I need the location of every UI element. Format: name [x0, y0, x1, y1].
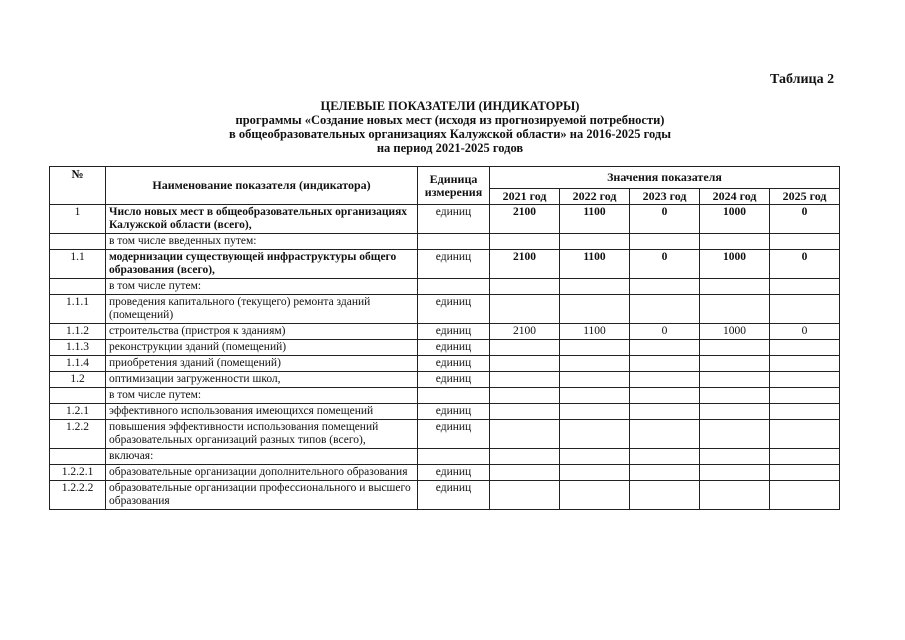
- value-cell: 0: [630, 250, 700, 279]
- value-cell: 1000: [700, 250, 770, 279]
- row-number: 1.2: [50, 372, 106, 388]
- value-cell: [700, 234, 770, 250]
- value-cell: [770, 404, 840, 420]
- value-cell: [560, 340, 630, 356]
- row-number: 1.1.4: [50, 356, 106, 372]
- indicator-name: приобретения зданий (помещений): [106, 356, 418, 372]
- value-cell: [490, 295, 560, 324]
- row-number: 1.2.1: [50, 404, 106, 420]
- indicator-name: реконструкции зданий (помещений): [106, 340, 418, 356]
- indicators-table: [49, 166, 840, 510]
- header-number: №: [50, 167, 106, 205]
- unit-cell: единиц: [418, 465, 490, 481]
- value-cell: 0: [770, 324, 840, 340]
- value-cell: [770, 356, 840, 372]
- table-row: [50, 234, 840, 250]
- indicator-name: Число новых мест в общеобразовательных организациях Калужской области (всего),: [106, 205, 418, 234]
- value-cell: [700, 372, 770, 388]
- value-cell: [560, 481, 630, 510]
- value-cell: [490, 356, 560, 372]
- indicator-name: включая:: [106, 449, 418, 465]
- value-cell: [700, 388, 770, 404]
- table-row: [50, 404, 840, 420]
- value-cell: [630, 465, 700, 481]
- value-cell: [490, 340, 560, 356]
- value-cell: [630, 420, 700, 449]
- value-cell: [560, 234, 630, 250]
- value-cell: [770, 372, 840, 388]
- value-cell: [560, 404, 630, 420]
- value-cell: 0: [770, 205, 840, 234]
- value-cell: [770, 481, 840, 510]
- row-number: [50, 388, 106, 404]
- unit-cell: единиц: [418, 404, 490, 420]
- indicator-name: проведения капитального (текущего) ремонта зданий (помещений): [106, 295, 418, 324]
- document-subtitle-line-2: в общеобразовательных организациях Калужской области» на 2016-2025 годы: [228, 127, 672, 141]
- unit-cell: единиц: [418, 295, 490, 324]
- value-cell: [700, 340, 770, 356]
- unit-cell: единиц: [418, 324, 490, 340]
- row-number: 1: [50, 205, 106, 234]
- table-row: [50, 324, 840, 340]
- value-cell: [630, 388, 700, 404]
- header-unit: Единица измерения: [418, 167, 490, 205]
- value-cell: [700, 356, 770, 372]
- value-cell: 2100: [490, 250, 560, 279]
- value-cell: 1000: [700, 205, 770, 234]
- value-cell: [630, 295, 700, 324]
- row-number: 1.2.2: [50, 420, 106, 449]
- value-cell: [630, 234, 700, 250]
- value-cell: [630, 340, 700, 356]
- value-cell: [700, 295, 770, 324]
- unit-cell: [418, 279, 490, 295]
- row-number: 1.1.3: [50, 340, 106, 356]
- value-cell: [560, 420, 630, 449]
- unit-cell: единиц: [418, 250, 490, 279]
- value-cell: [630, 449, 700, 465]
- value-cell: [700, 279, 770, 295]
- value-cell: [630, 356, 700, 372]
- indicator-name: модернизации существующей инфраструктуры общего образования (всего),: [106, 250, 418, 279]
- header-year: 2024 год: [700, 189, 770, 205]
- value-cell: [560, 372, 630, 388]
- indicator-name: в том числе путем:: [106, 388, 418, 404]
- value-cell: [490, 465, 560, 481]
- indicator-name: в том числе путем:: [106, 279, 418, 295]
- value-cell: 1100: [560, 205, 630, 234]
- indicator-name: образовательные организации дополнительного образования: [106, 465, 418, 481]
- value-cell: [560, 295, 630, 324]
- value-cell: 0: [630, 205, 700, 234]
- value-cell: [770, 295, 840, 324]
- value-cell: [490, 449, 560, 465]
- row-number: [50, 279, 106, 295]
- value-cell: 1100: [560, 250, 630, 279]
- value-cell: [770, 234, 840, 250]
- value-cell: 2100: [490, 324, 560, 340]
- value-cell: [770, 449, 840, 465]
- value-cell: [560, 449, 630, 465]
- value-cell: [630, 279, 700, 295]
- table-row: [50, 205, 840, 234]
- unit-cell: единиц: [418, 372, 490, 388]
- value-cell: 2100: [490, 205, 560, 234]
- value-cell: 0: [770, 250, 840, 279]
- unit-cell: [418, 234, 490, 250]
- header-year: 2025 год: [770, 189, 840, 205]
- table-row: [50, 420, 840, 449]
- table-row: [50, 250, 840, 279]
- value-cell: [700, 404, 770, 420]
- row-number: [50, 234, 106, 250]
- document-subtitle-line-3: на период 2021-2025 годов: [376, 141, 524, 155]
- value-cell: [700, 449, 770, 465]
- indicator-name: оптимизации загруженности школ,: [106, 372, 418, 388]
- value-cell: [630, 481, 700, 510]
- value-cell: [490, 388, 560, 404]
- table-body: [50, 205, 840, 510]
- row-number: 1.1.1: [50, 295, 106, 324]
- table-row: [50, 356, 840, 372]
- value-cell: [490, 420, 560, 449]
- table-row: [50, 279, 840, 295]
- value-cell: [700, 465, 770, 481]
- header-values: Значения показателя: [490, 167, 840, 189]
- value-cell: [700, 481, 770, 510]
- value-cell: [770, 388, 840, 404]
- value-cell: [490, 279, 560, 295]
- row-number: 1.1: [50, 250, 106, 279]
- indicator-name: в том числе введенных путем:: [106, 234, 418, 250]
- value-cell: [700, 420, 770, 449]
- value-cell: [490, 234, 560, 250]
- value-cell: [560, 356, 630, 372]
- unit-cell: единиц: [418, 481, 490, 510]
- row-number: 1.2.2.2: [50, 481, 106, 510]
- value-cell: [770, 420, 840, 449]
- document-subtitle-line-1: программы «Создание новых мест (исходя из прогнозируемой потребности): [235, 113, 665, 127]
- header-indicator-name: Наименование показателя (индикатора): [106, 167, 418, 205]
- indicator-name: строительства (пристроя к зданиям): [106, 324, 418, 340]
- indicator-name: повышения эффективности использования помещений образовательных организаций разных типов (всего),: [106, 420, 418, 449]
- unit-cell: единиц: [418, 205, 490, 234]
- unit-cell: единиц: [418, 420, 490, 449]
- unit-cell: [418, 388, 490, 404]
- table-row: [50, 465, 840, 481]
- row-number: 1.2.2.1: [50, 465, 106, 481]
- row-number: [50, 449, 106, 465]
- table-row: [50, 481, 840, 510]
- table-row: [50, 388, 840, 404]
- header-year: 2022 год: [560, 189, 630, 205]
- value-cell: 0: [630, 324, 700, 340]
- value-cell: [770, 465, 840, 481]
- table-row: [50, 372, 840, 388]
- header-year: 2021 год: [490, 189, 560, 205]
- table-row: [50, 340, 840, 356]
- value-cell: [560, 279, 630, 295]
- table-row: [50, 295, 840, 324]
- table-number: Таблица 2: [770, 72, 835, 87]
- value-cell: [630, 372, 700, 388]
- value-cell: [560, 388, 630, 404]
- unit-cell: единиц: [418, 340, 490, 356]
- unit-cell: [418, 449, 490, 465]
- value-cell: 1000: [700, 324, 770, 340]
- value-cell: [490, 481, 560, 510]
- header-year: 2023 год: [630, 189, 700, 205]
- value-cell: [490, 372, 560, 388]
- indicator-name: эффективного использования имеющихся помещений: [106, 404, 418, 420]
- indicator-name: образовательные организации профессионального и высшего образования: [106, 481, 418, 510]
- table-row: [50, 449, 840, 465]
- value-cell: 1100: [560, 324, 630, 340]
- value-cell: [770, 340, 840, 356]
- row-number: 1.1.2: [50, 324, 106, 340]
- value-cell: [560, 465, 630, 481]
- unit-cell: единиц: [418, 356, 490, 372]
- document-title: ЦЕЛЕВЫЕ ПОКАЗАТЕЛИ (ИНДИКАТОРЫ): [320, 99, 580, 113]
- value-cell: [490, 404, 560, 420]
- value-cell: [770, 279, 840, 295]
- value-cell: [630, 404, 700, 420]
